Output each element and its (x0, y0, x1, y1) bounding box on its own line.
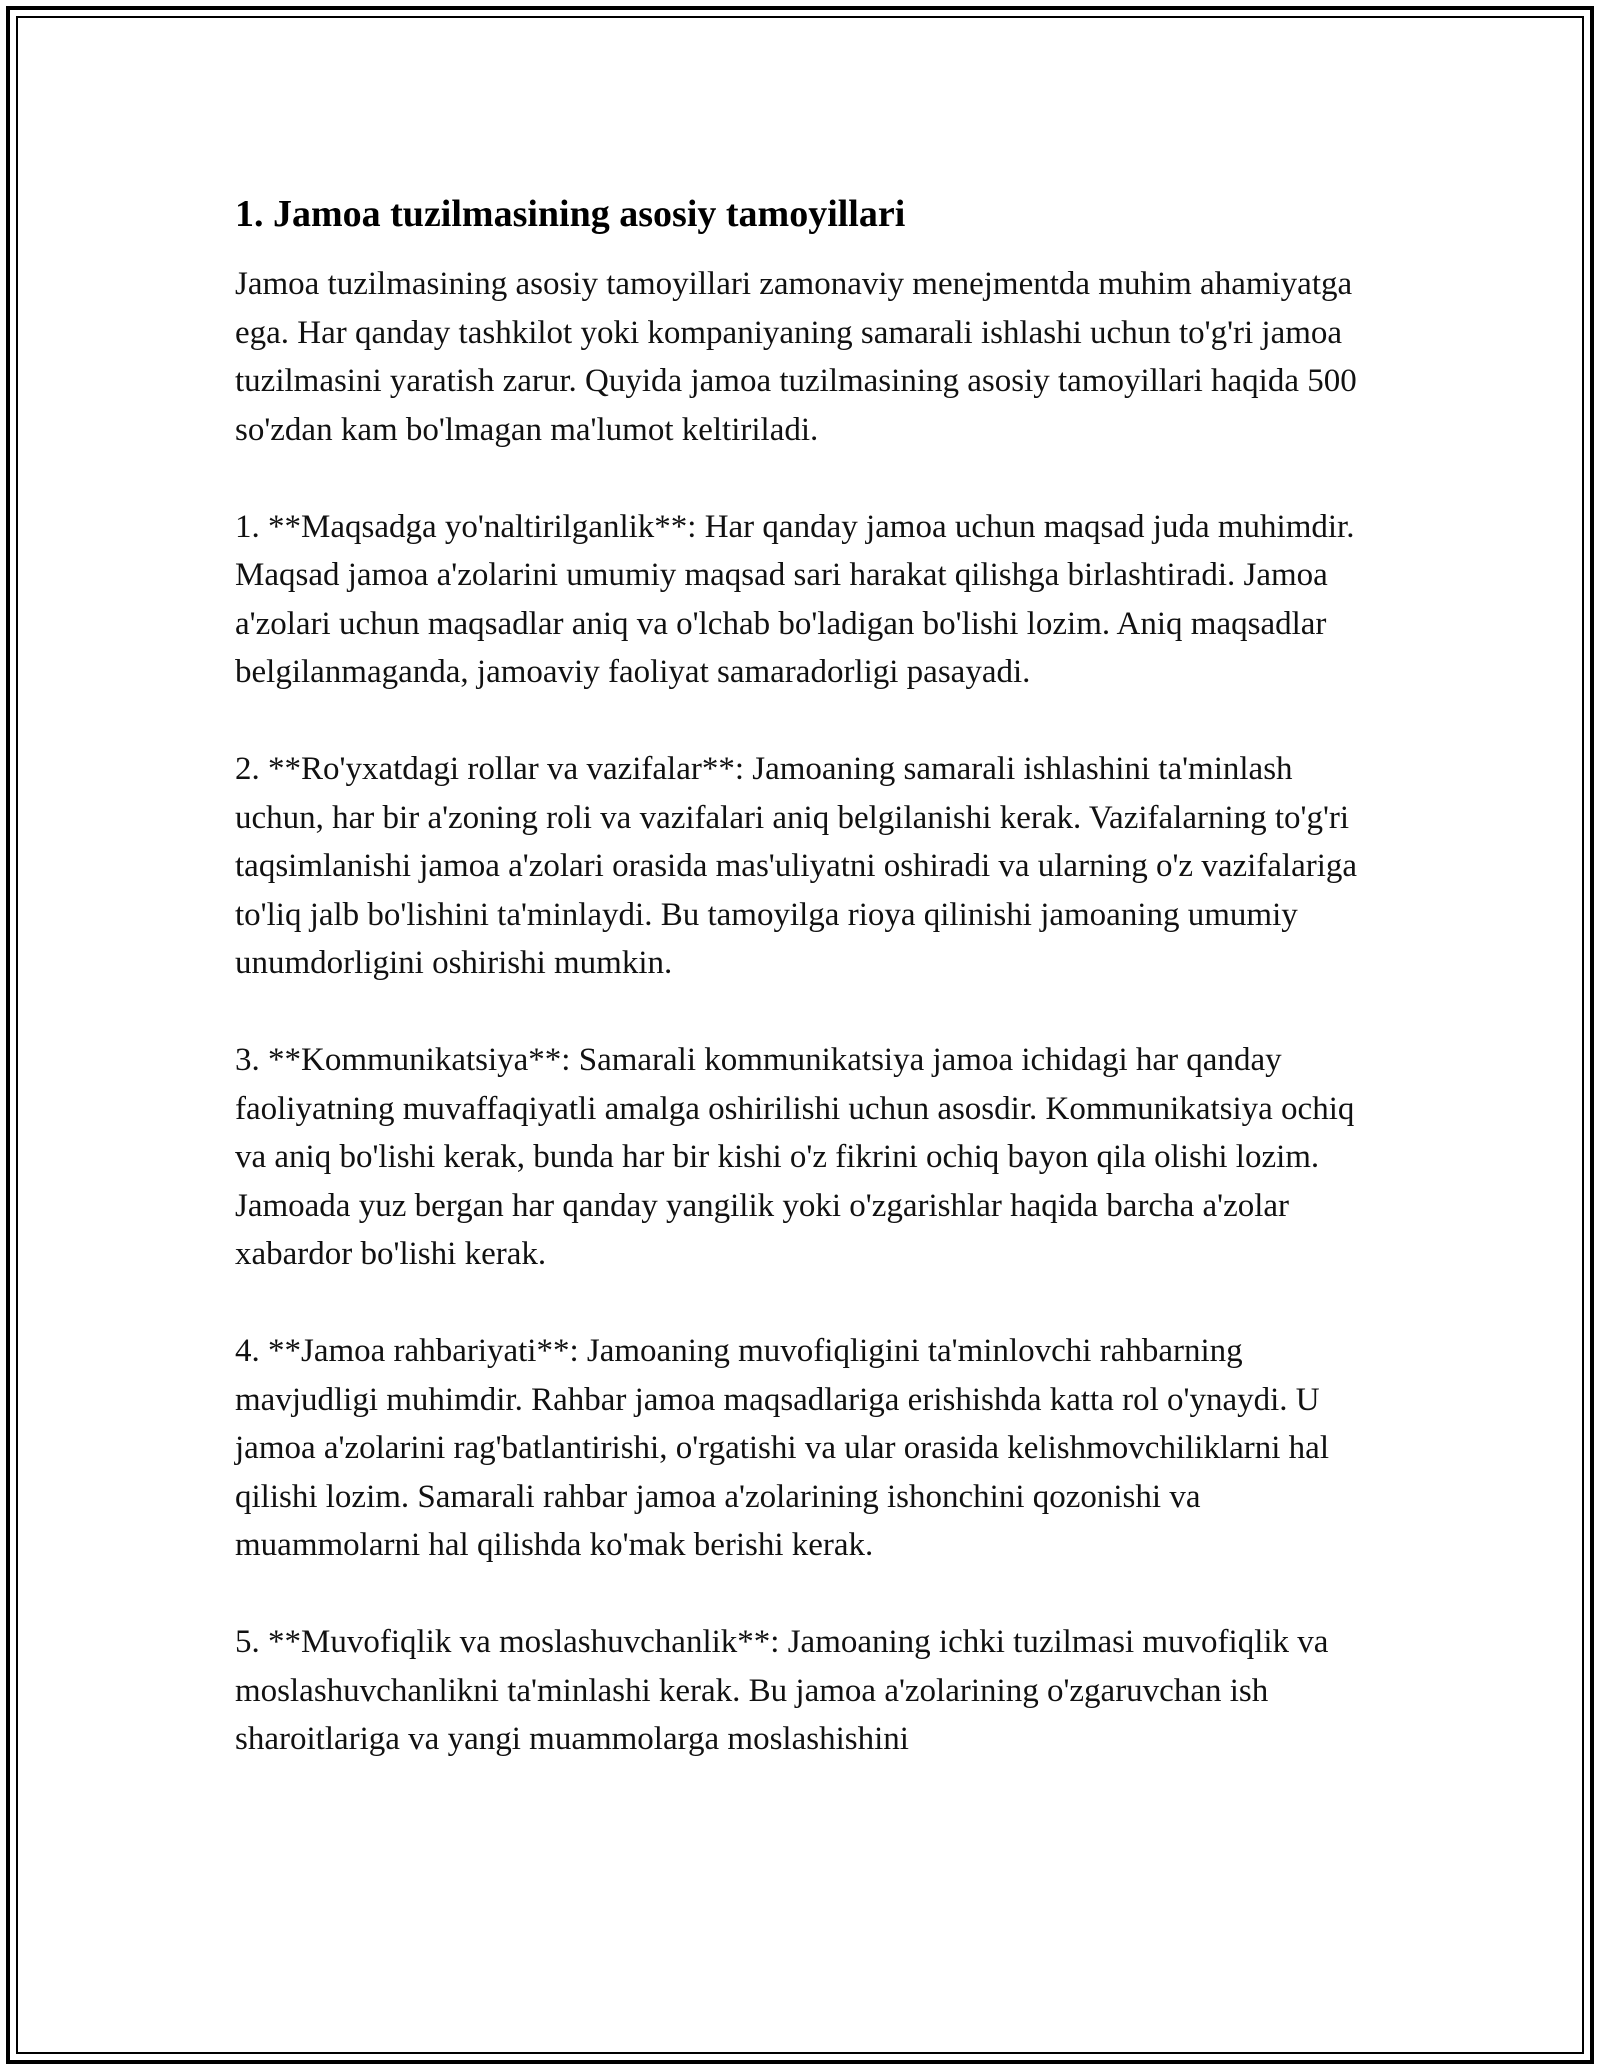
principle-paragraph-4: 4. **Jamoa rahbariyati**: Jamoaning muvofiqligini ta'minlovchi rahbarning mavjudligi muhimdir. Rahbar jamoa maqsadlariga erishishda katta rol o'ynaydi. U jamoa a'zolarini rag'batlantirishi, o'rgatishi va ular orasida kelishmovchiliklarni hal qilishi lozim. Samarali rahbar jamoa a'zolarining ishonchini qozonishi va muammolarni hal qilishda ko'mak berishi kerak. (235, 1333, 1329, 1563)
principle-paragraph-5: 5. **Muvofiqlik va moslashuvchanlik**: Jamoaning ichki tuzilmasi muvofiqlik va moslashuvchanlikni ta'minlashi kerak. Bu jamoa a'zolarining o'zgaruvchan ish sharoitlariga va yangi muammolarga moslashishini (235, 1624, 1329, 1757)
principle-paragraph-2: 2. **Ro'yxatdagi rollar va vazifalar**: Jamoaning samarali ishlashini ta'minlash uchun, har bir a'zoning roli va vazifalari aniq belgilanishi kerak. Vazifalarning to'g'ri taqsimlanishi jamoa a'zolari orasida mas'uliyatni oshiradi va ularning o'z vazifalariga to'liq jalb bo'lishini ta'minlaydi. Bu tamoyilga rioya qilinishi jamoaning umumiy unumdorligini oshirishi mumkin. (235, 751, 1358, 981)
principles-list (235, 503, 1375, 1764)
principle-paragraph-3: 3. **Kommunikatsiya**: Samarali kommunikatsiya jamoa ichidagi har qanday faoliyatning muvaffaqiyatli amalga oshirilishi uchun asosdir. Kommunikatsiya ochiq va aniq bo'lishi kerak, bunda har bir kishi o'z fikrini ochiq bayon qila olishi lozim. Jamoada yuz bergan har qanday yangilik yoki o'zgarishlar haqida barcha a'zolar xabardor bo'lishi kerak. (235, 1042, 1355, 1272)
document-body (235, 190, 1375, 1764)
principle-paragraph-1: 1. **Maqsadga yo'naltirilganlik**: Har qanday jamoa uchun maqsad juda muhimdir. Maqsad jamoa a'zolarini umumiy maqsad sari harakat qilishga birlashtiradi. Jamoa a'zolari uchun maqsadlar aniq va o'lchab bo'ladigan bo'lishi lozim. Aniq maqsadlar belgilanmaganda, jamoaviy faoliyat samaradorligi pasayadi. (235, 508, 1355, 690)
page-title: 1. Jamoa tuzilmasining asosiy tamoyillari (235, 193, 906, 235)
intro-paragraph: Jamoa tuzilmasining asosiy tamoyillari zamonaviy menejmentda muhim ahamiyatga ega. Har qanday tashkilot yoki kompaniyaning samarali ishlashi uchun to'g'ri jamoa tuzilmasini yaratish zarur. Quyida jamoa tuzilmasining asosiy tamoyillari haqida 500 so'zdan kam bo'lmagan ma'lumot keltiriladi. (235, 266, 1357, 448)
